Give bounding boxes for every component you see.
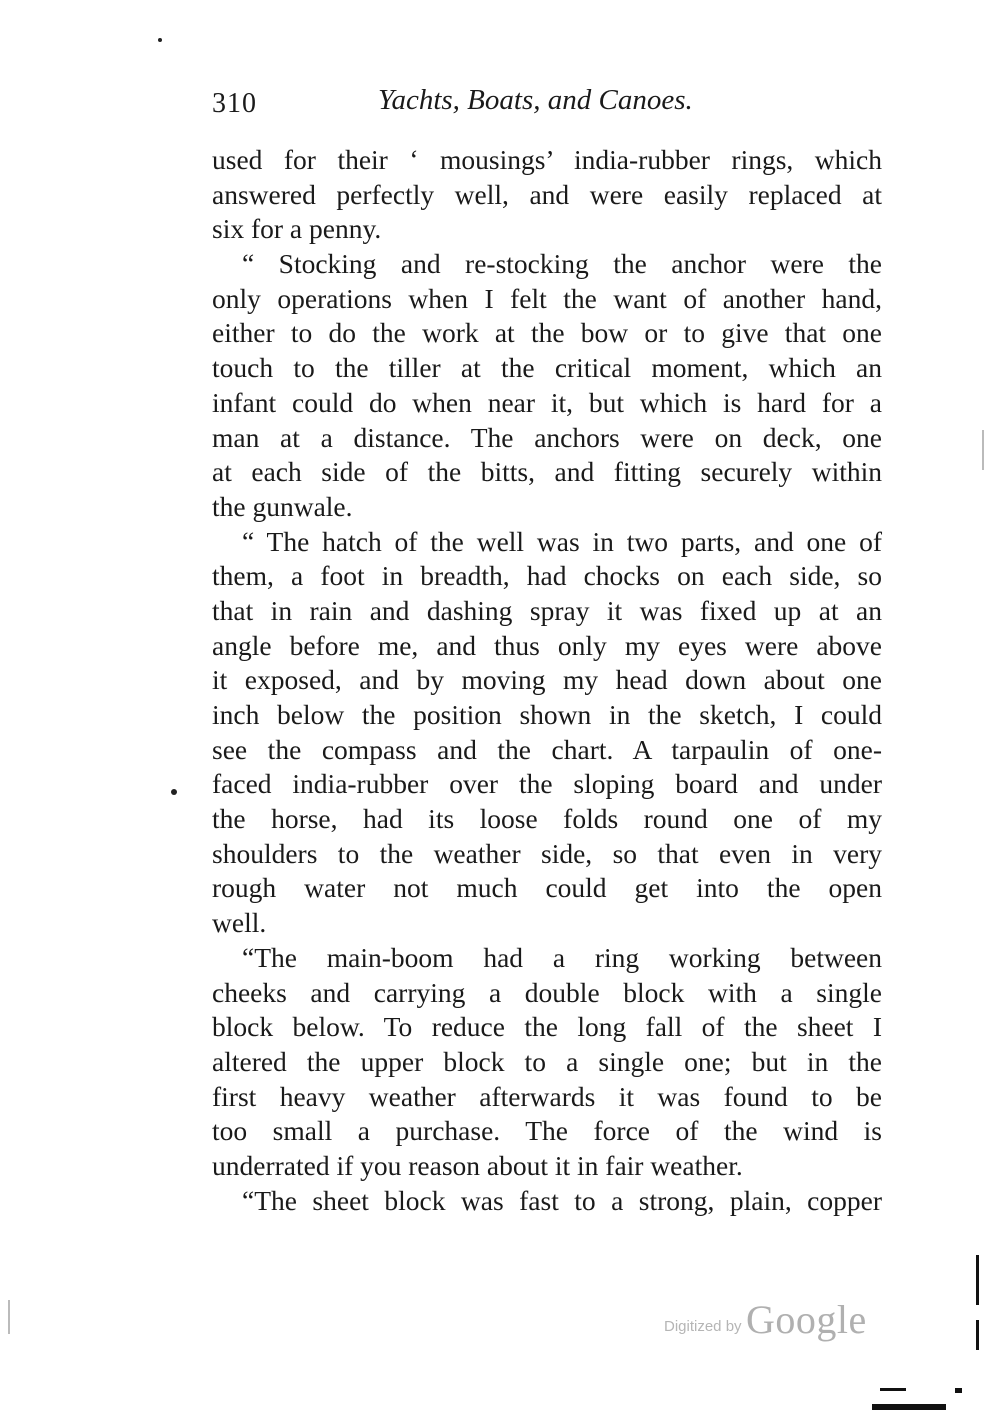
scan-speck bbox=[171, 789, 177, 795]
text-line: well. bbox=[212, 907, 267, 939]
watermark-brand: Google bbox=[746, 1297, 867, 1342]
text-line: block below. To reduce the long fall of the sheet I bbox=[212, 1011, 882, 1043]
text-line: too small a purchase. The force of the wind is bbox=[212, 1115, 882, 1147]
text-line: angle before me, and thus only my eyes were above bbox=[212, 629, 882, 661]
text-line: that in rain and dashing spray it was fixed up at an bbox=[212, 594, 882, 626]
text-line: it exposed, and by moving my head down about one bbox=[212, 664, 882, 696]
text-line: shoulders to the weather side, so that even in very bbox=[212, 837, 882, 869]
text-line: man at a distance. The anchors were on deck, one bbox=[212, 421, 882, 453]
text-line: infant could do when near it, but which is hard for a bbox=[212, 386, 882, 418]
scan-edge-mark bbox=[955, 1388, 962, 1393]
text-line: “ Stocking and re-stocking the anchor were the bbox=[242, 248, 882, 280]
text-line: only operations when I felt the want of another hand, bbox=[212, 282, 882, 314]
scan-edge-mark bbox=[8, 1300, 10, 1334]
text-line: used for their ‘ mousings’ india-rubber rings, which bbox=[212, 144, 882, 175]
scan-edge-mark bbox=[976, 1255, 979, 1305]
scan-edge-mark bbox=[872, 1404, 946, 1410]
text-line: “ The hatch of the well was in two parts, and one of bbox=[242, 525, 882, 557]
scan-speck bbox=[158, 38, 162, 42]
text-line: cheeks and carrying a double block with a single bbox=[212, 976, 882, 1008]
text-line: underrated if you reason about it in fair weather. bbox=[212, 1149, 743, 1181]
running-title: Yachts, Boats, and Canoes. bbox=[378, 84, 693, 116]
page-number: 310 bbox=[212, 88, 257, 119]
text-line: faced india-rubber over the sloping board and under bbox=[212, 768, 882, 800]
body-text bbox=[212, 143, 882, 1218]
text-line: touch to the tiller at the critical moment, which an bbox=[212, 352, 882, 384]
text-line: the gunwale. bbox=[212, 490, 353, 522]
text-line: “The main-boom had a ring working between bbox=[242, 941, 882, 973]
scan-edge-mark bbox=[976, 1320, 979, 1350]
text-line: them, a foot in breadth, had chocks on each side, so bbox=[212, 560, 882, 592]
scan-edge-mark bbox=[982, 430, 984, 470]
text-line: inch below the position shown in the sketch, I could bbox=[212, 699, 882, 730]
scan-edge-mark bbox=[880, 1388, 906, 1391]
text-line: at each side of the bitts, and fitting securely within bbox=[212, 456, 882, 488]
text-line: “The sheet block was fast to a strong, plain, copper bbox=[242, 1184, 882, 1216]
text-line: six for a penny. bbox=[212, 213, 382, 245]
text-line: answered perfectly well, and were easily replaced at bbox=[212, 178, 882, 210]
text-line: altered the upper block to a single one; but in the bbox=[212, 1045, 882, 1077]
page-header bbox=[212, 84, 882, 124]
watermark-prefix: Digitized by bbox=[664, 1318, 742, 1335]
text-line: rough water not much could get into the open bbox=[212, 872, 882, 904]
text-line: see the compass and the chart. A tarpaulin of one- bbox=[212, 733, 882, 765]
text-line: first heavy weather afterwards it was found to be bbox=[212, 1080, 882, 1112]
text-line: either to do the work at the bow or to give that one bbox=[212, 317, 882, 349]
text-line: the horse, had its loose folds round one of my bbox=[212, 803, 882, 835]
